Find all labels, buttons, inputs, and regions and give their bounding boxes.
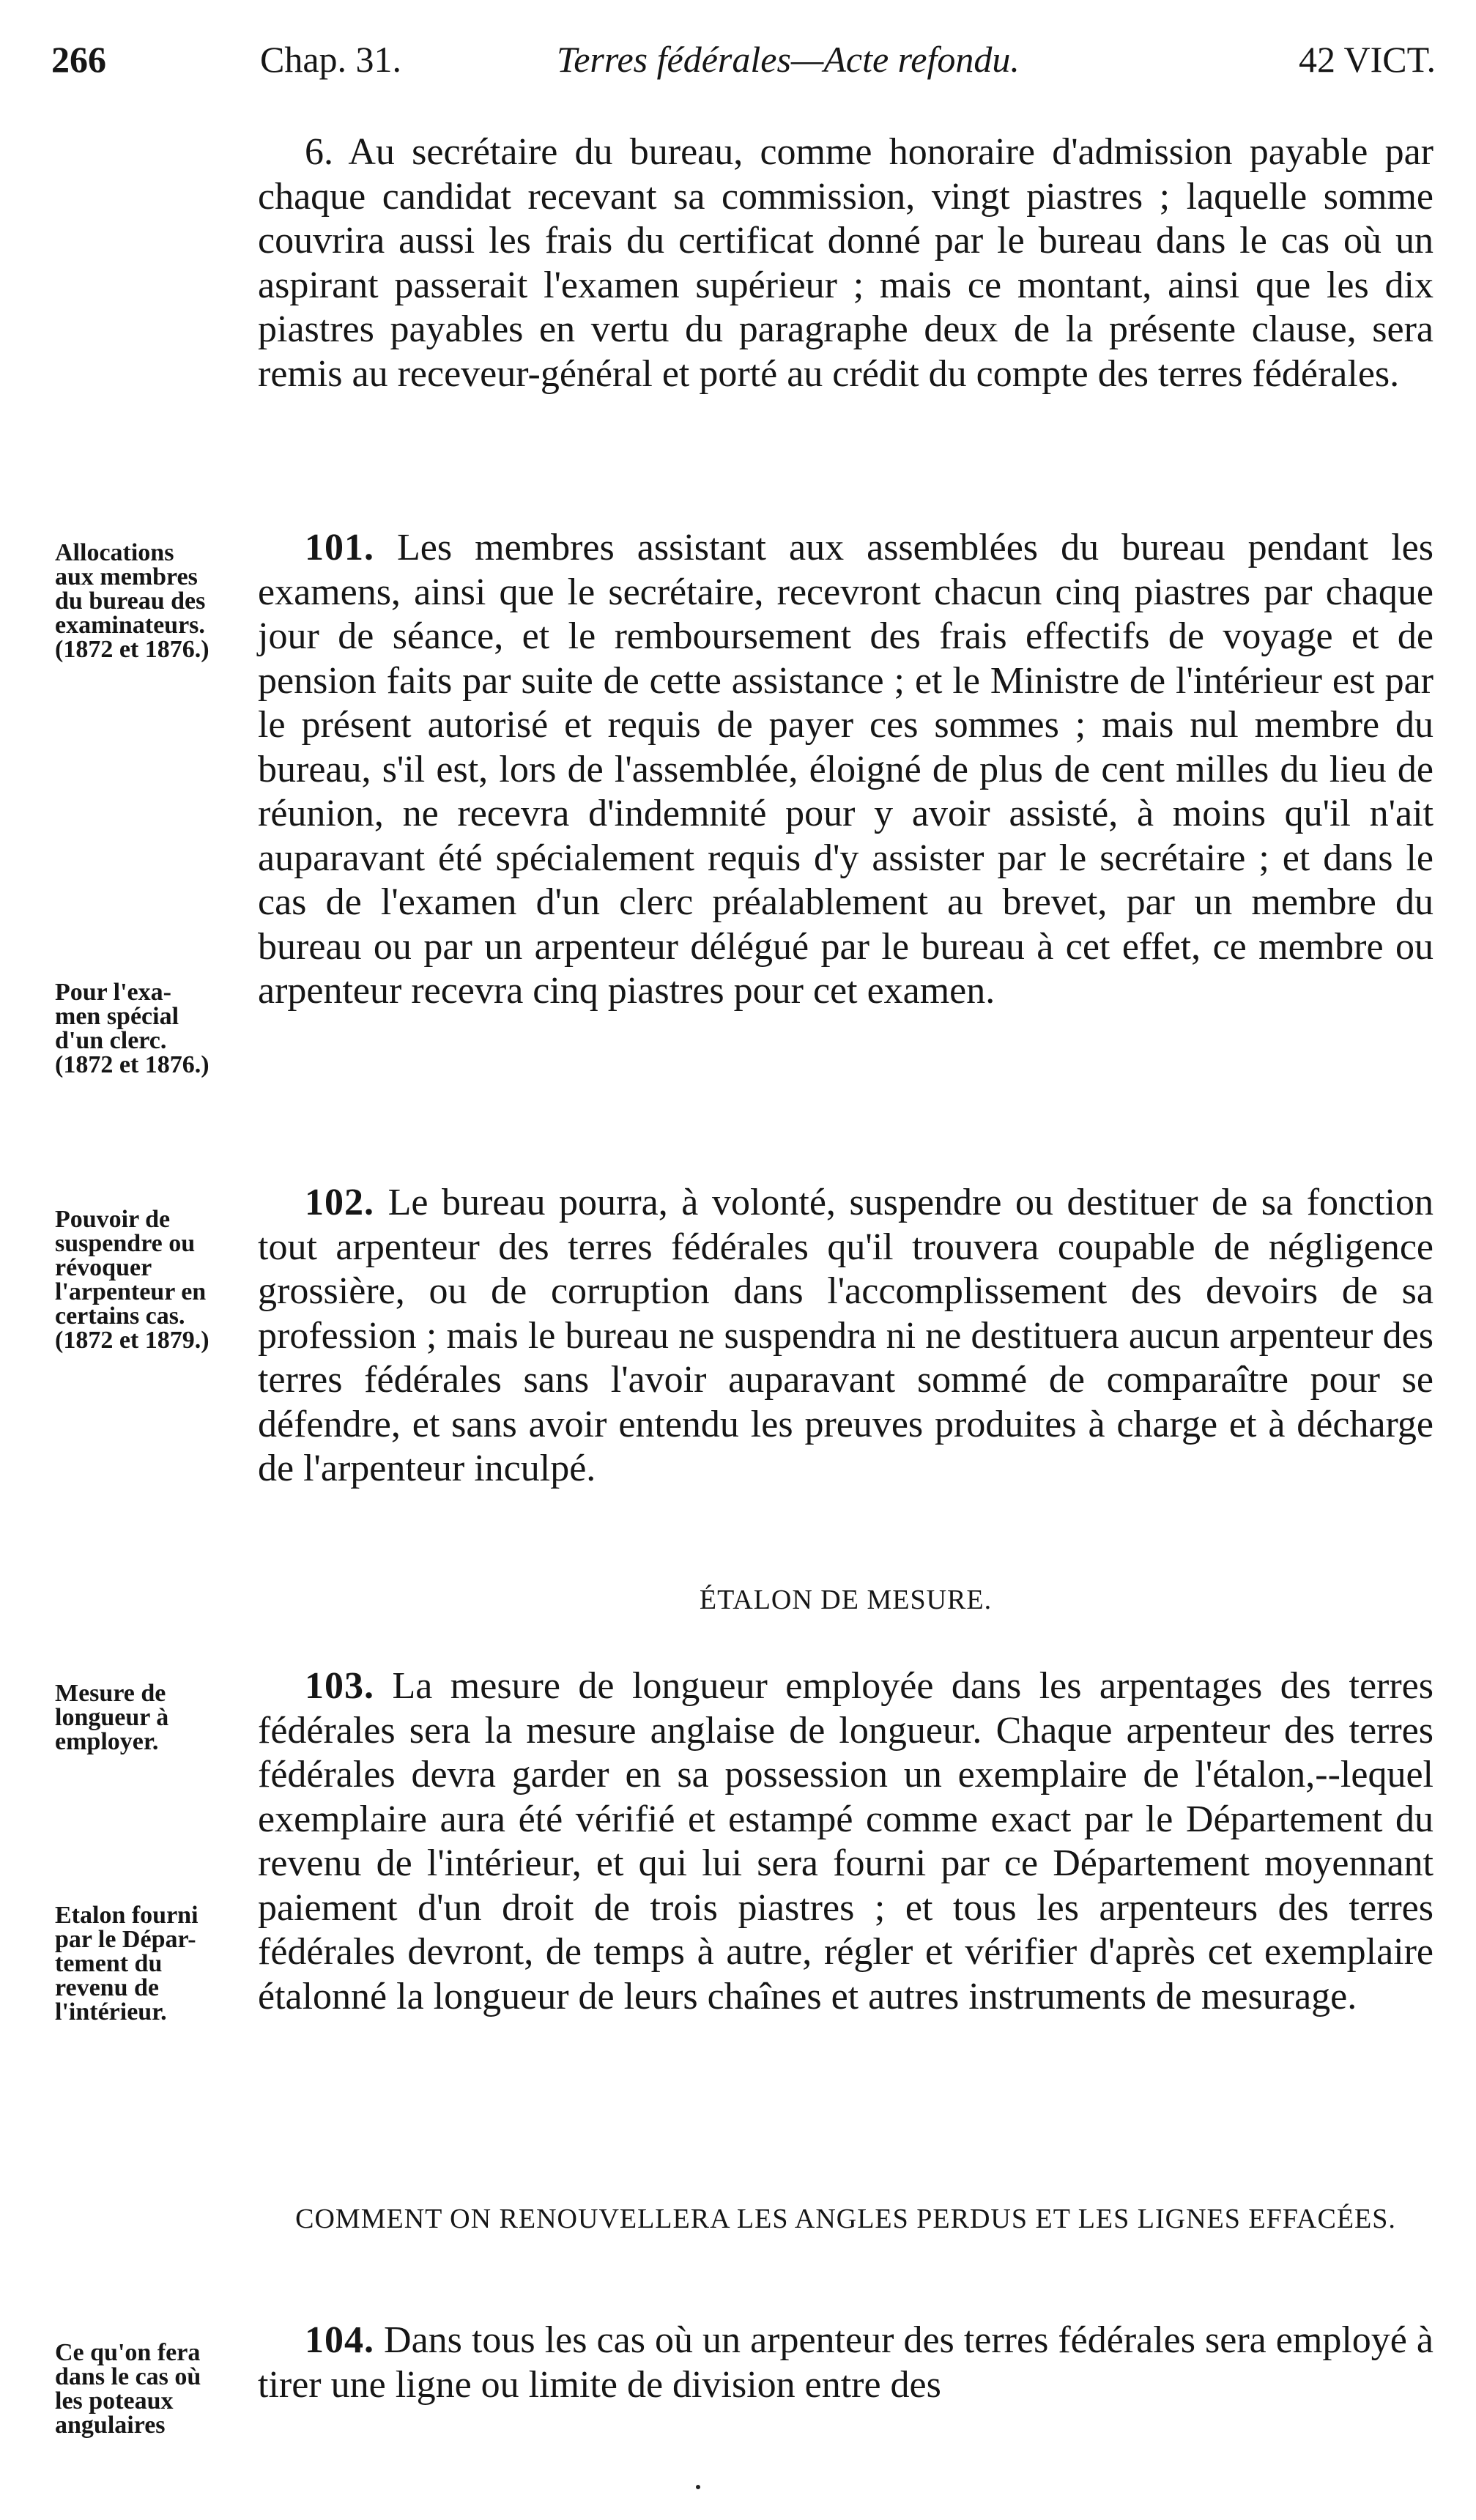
section-104 (258, 2319, 1434, 2407)
running-title: Terres fédérales—Acte refondu. (557, 39, 1020, 80)
page-number: 266 (51, 39, 106, 80)
heading-etalon-de-mesure: ÉTALON DE MESURE. (699, 1585, 993, 1615)
heading-angles-perdus: COMMENT ON RENOUVELLERA LES ANGLES PERDUS ET LES LIGNES EFFACÉES. (295, 2204, 1396, 2234)
margin-note-suspendre: Pouvoir de suspendre ou révoquer l'arpenteur en certains cas. (1872 et 1879.) (55, 1206, 209, 1354)
stray-ink-dot (696, 2485, 700, 2489)
section-103 (258, 1664, 1434, 2019)
running-header (51, 38, 1436, 97)
margin-note-mesure: Mesure de longueur à employer. (55, 1680, 169, 1755)
section-101-text: Les membres assistant aux assemblées du bureau pendant les examens, ainsi que le secrétaire, recevront chacun cinq piastres par chaque jour de séance, et le remboursement des frais effectifs de voyage et de pension faits par suite de cette assistance ; et le Ministre de l'intérieur est par le présent autorisé et requis de payer ces sommes ; mais nul membre du bureau, s'il est, lors de l'assemblée, éloigné de plus de cent milles du lieu de réunion, ne recevra d'indemnité pour y avoir assisté, à moins qu'il n'ait auparavant été spécialement requis d'y assister par le secrétaire ; et dans le cas de l'examen d'un clerc préalablement au brevet, par un membre du bureau ou par un arpenteur délégué par le bureau à cet effet, ce membre ou arpenteur recevra cinq piastres pour cet examen. (258, 527, 1434, 1012)
section-103-text: La mesure de longueur employée dans les arpentages des terres fédérales sera la mesure anglaise de longueur. Chaque arpenteur des terres fédérales devra garder en sa possession un exemplaire de l'étalon,--lequel exemplaire aura été vérifié et estampé comme exact par le Département du revenu de l'intérieur, et qui lui sera fourni par ce Département moyennant paiement d'un droit de trois piastres ; et tous les arpenteurs des terres fédérales devront, de temps à autre, régler et vérifier d'après cet exemplaire étalonné la longueur de leurs chaînes et autres instruments de mesurage. (258, 1665, 1434, 2017)
chapter-label: Chap. 31. (260, 39, 402, 80)
margin-note-allocations: Allocations aux membres du bureau des examinateurs. (1872 et 1876.) (55, 539, 209, 663)
section-102 (258, 1181, 1434, 1491)
section-104-number: 104. (305, 2319, 374, 2361)
regnal-year: 42 VICT. (1298, 39, 1436, 80)
subsection-6-text: 6. Au secrétaire du bureau, comme honoraire d'admission payable par chaque candidat recevant sa commission, vingt piastres ; laquelle somme couvrira aussi les frais du certificat donné par le bureau dans le cas où un aspirant passerait l'examen supérieur ; mais ce montant, ainsi que les dix piastres payables en vertu du paragraphe deux de la présente clause, sera remis au receveur-général et porté au crédit du compte des terres fédérales. (258, 131, 1434, 395)
section-101-number: 101. (305, 527, 374, 568)
section-104-text: Dans tous les cas où un arpenteur des terres fédérales sera employé à tirer une ligne ou limite de division entre des (258, 2319, 1434, 2406)
section-102-text: Le bureau pourra, à volonté, suspendre ou destituer de sa fonction tout arpenteur des terres fédérales qu'il trouvera coupable de négligence grossière, ou de corruption dans l'accomplissement des devoirs de sa profession ; mais le bureau ne suspendra ni ne destituera aucun arpenteur des terres fédérales sans l'avoir auparavant sommé de comparaître pour se défendre, et sans avoir entendu les preuves produites à charge et à décharge de l'arpenteur inculpé. (258, 1182, 1434, 1489)
subsection-6 (258, 130, 1434, 396)
section-103-number: 103. (305, 1665, 374, 1707)
section-102-number: 102. (305, 1182, 374, 1223)
margin-note-poteaux: Ce qu'on fera dans le cas où les poteaux angulaires (55, 2339, 201, 2439)
margin-note-examen-clerc: Pour l'exa- men spécial d'un clerc. (1872 et 1876.) (55, 979, 209, 1078)
section-101 (258, 526, 1434, 1014)
margin-note-etalon-fourni: Etalon fourni par le Dépar- tement du revenu de l'intérieur. (55, 1902, 199, 2026)
